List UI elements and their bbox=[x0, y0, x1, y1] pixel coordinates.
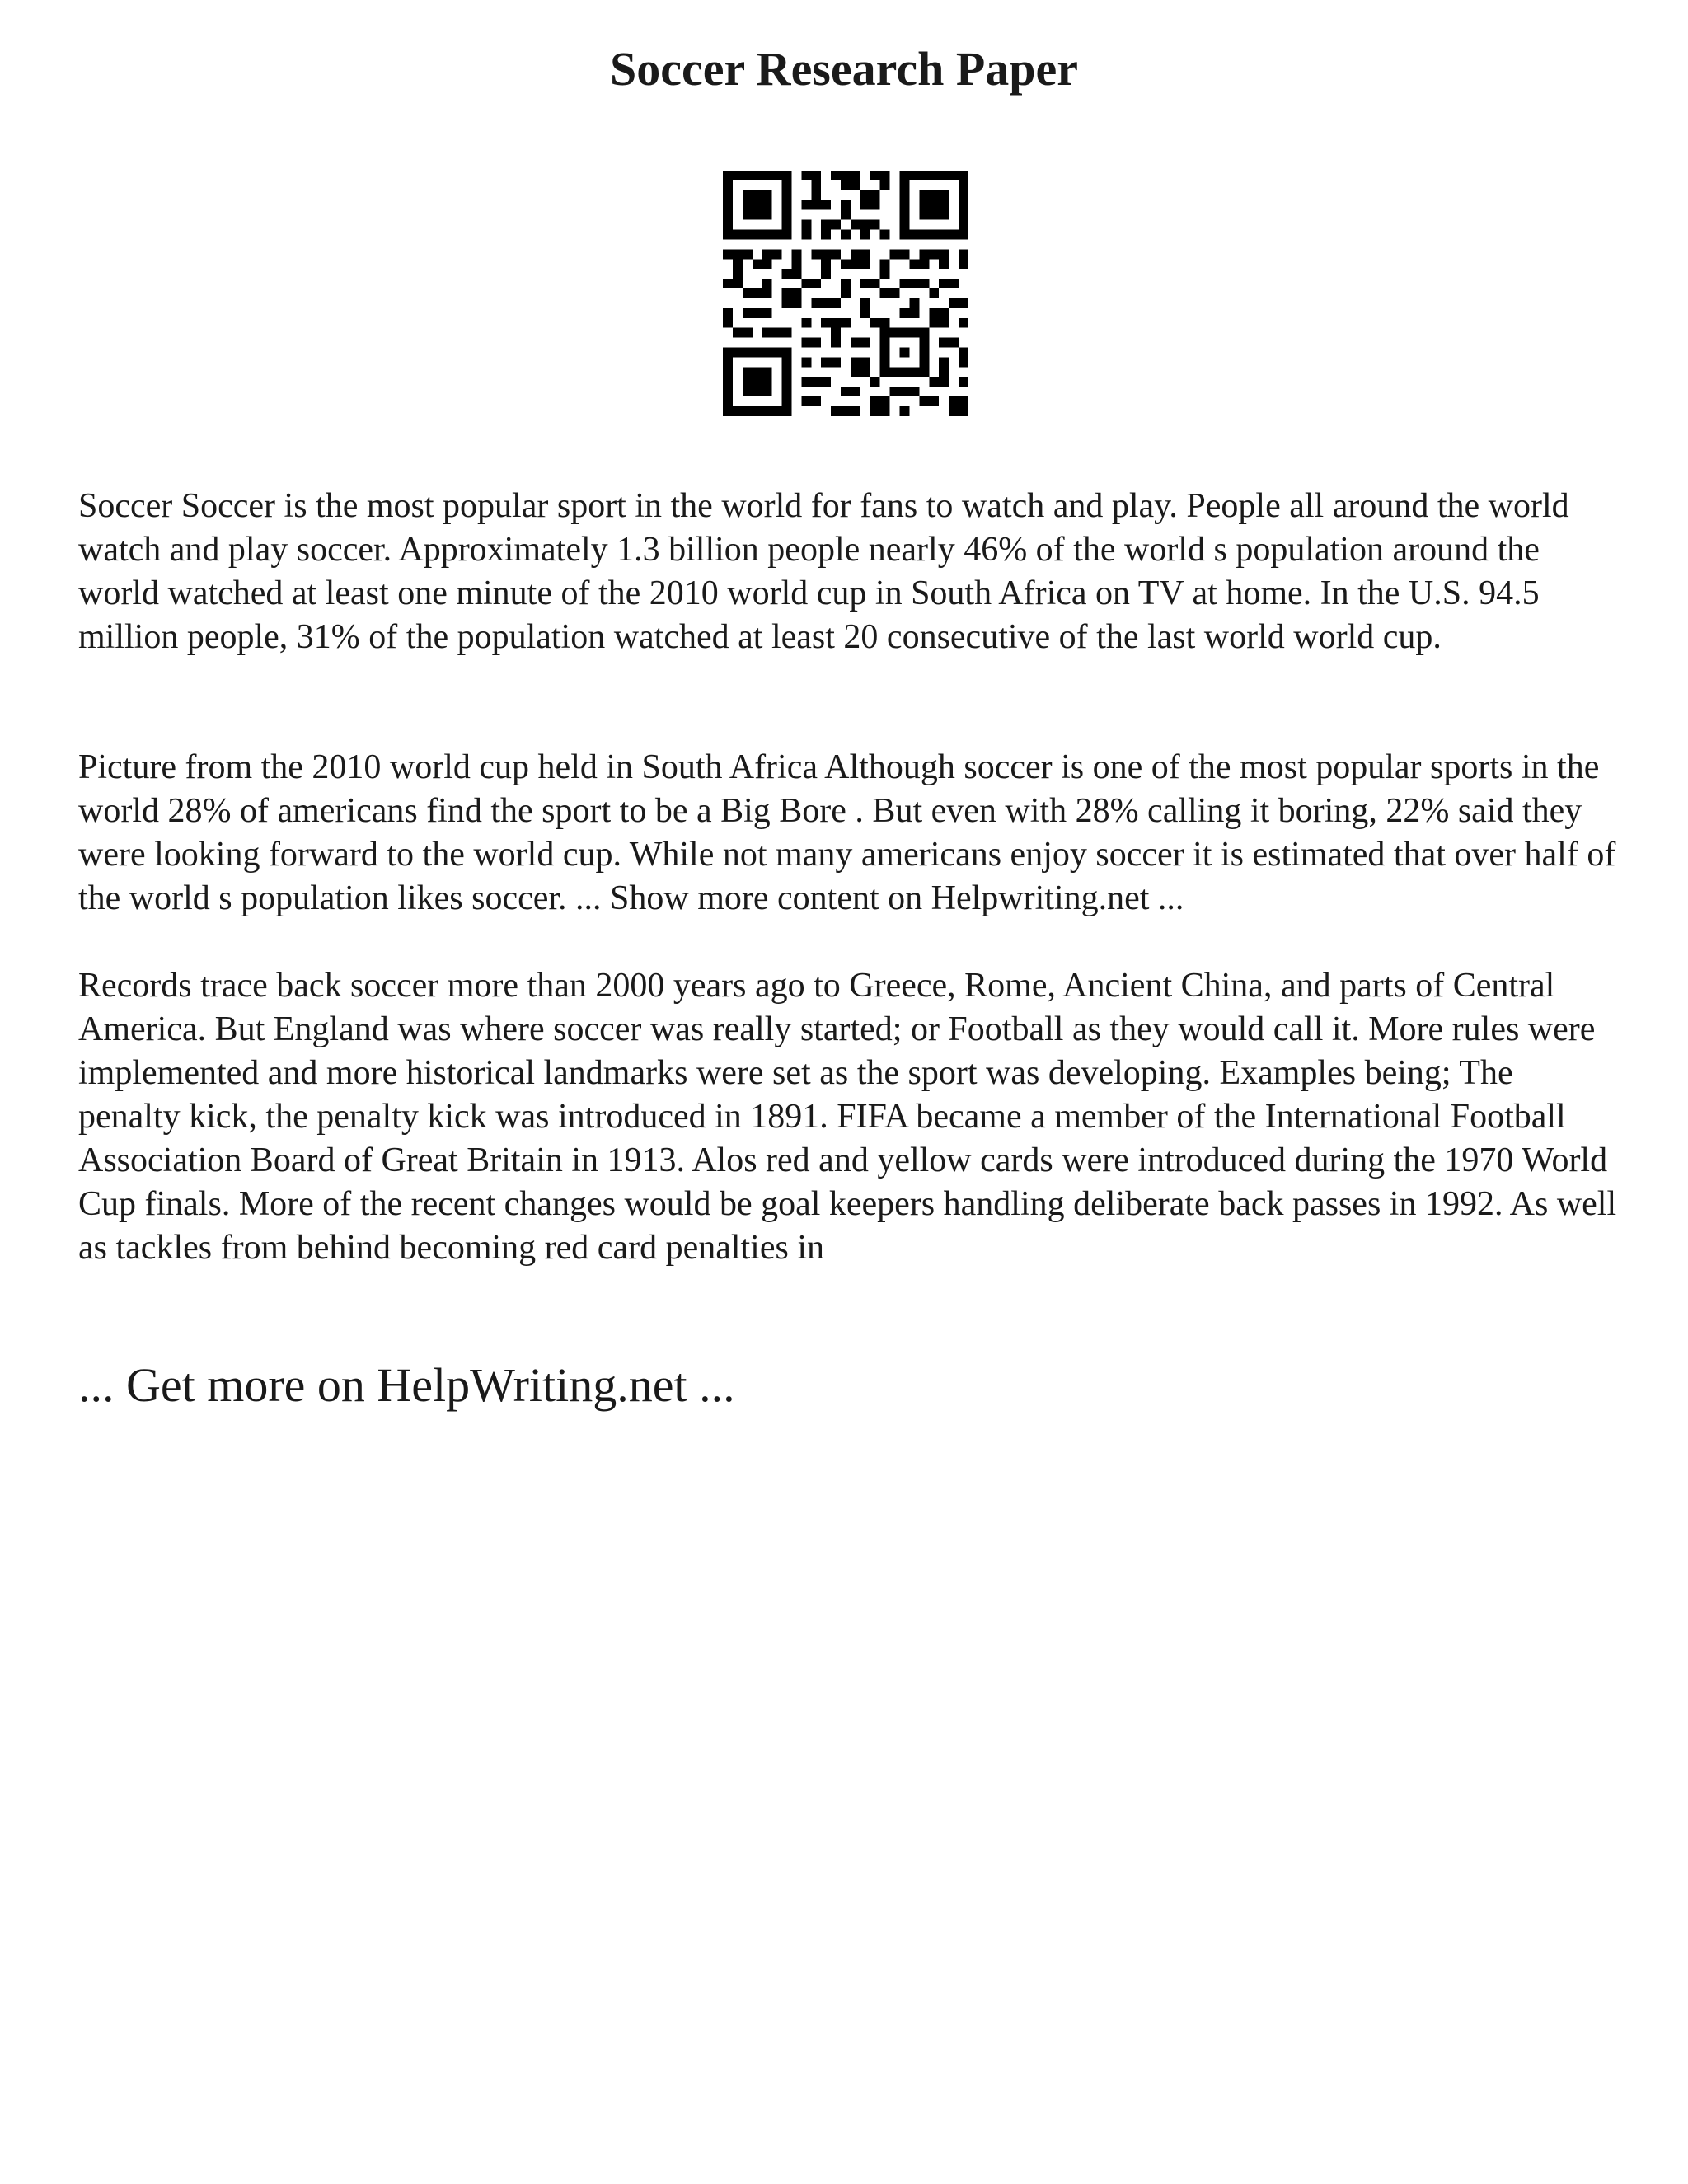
page-title: Soccer Research Paper bbox=[610, 42, 1078, 96]
get-more-link[interactable]: ... Get more on HelpWriting.net ... bbox=[78, 1358, 735, 1412]
paragraph-history: Records trace back soccer more than 2000 years ago to Greece, Rome, Ancient China, and parts of Central America. But England was where soccer was really started; or Football as they would call it. More rules were implemented and more historical landmarks were set as the sport was developing. Examples being; The penalty kick, the penalty kick was introduced in 1891. FIFA became a member of the International Football Association Board of Great Britain in 1913. Alos red and yellow cards were introduced during the 1970 World Cup finals. More of the recent changes would be goal keepers handling deliberate back passes in 1992. As well as tackles from behind becoming red card penalties in bbox=[78, 967, 1617, 1267]
paragraph-intro: Soccer Soccer is the most popular sport in the world for fans to watch and play. People all around the world watch and play soccer. Approximately 1.3 billion people nearly 46% of the world s population around the world watched at least one minute of the 2010 world cup in South Africa on TV at home. In the U.S. 94.5 million people, 31% of the population watched at least 20 consecutive of the last world world cup. bbox=[78, 487, 1569, 656]
paragraph-popularity: Picture from the 2010 world cup held in South Africa Although soccer is one of the most popular sports in the world 28% of americans find the sport to be a Big Bore . But even with 28% calling it boring, 22% said they were looking forward to the world cup. While not many americans enjoy soccer it is estimated that over half of the world s population likes soccer. ... Show more content on Helpwriting.net ... bbox=[78, 748, 1616, 917]
qr-code-icon[interactable] bbox=[723, 171, 968, 416]
